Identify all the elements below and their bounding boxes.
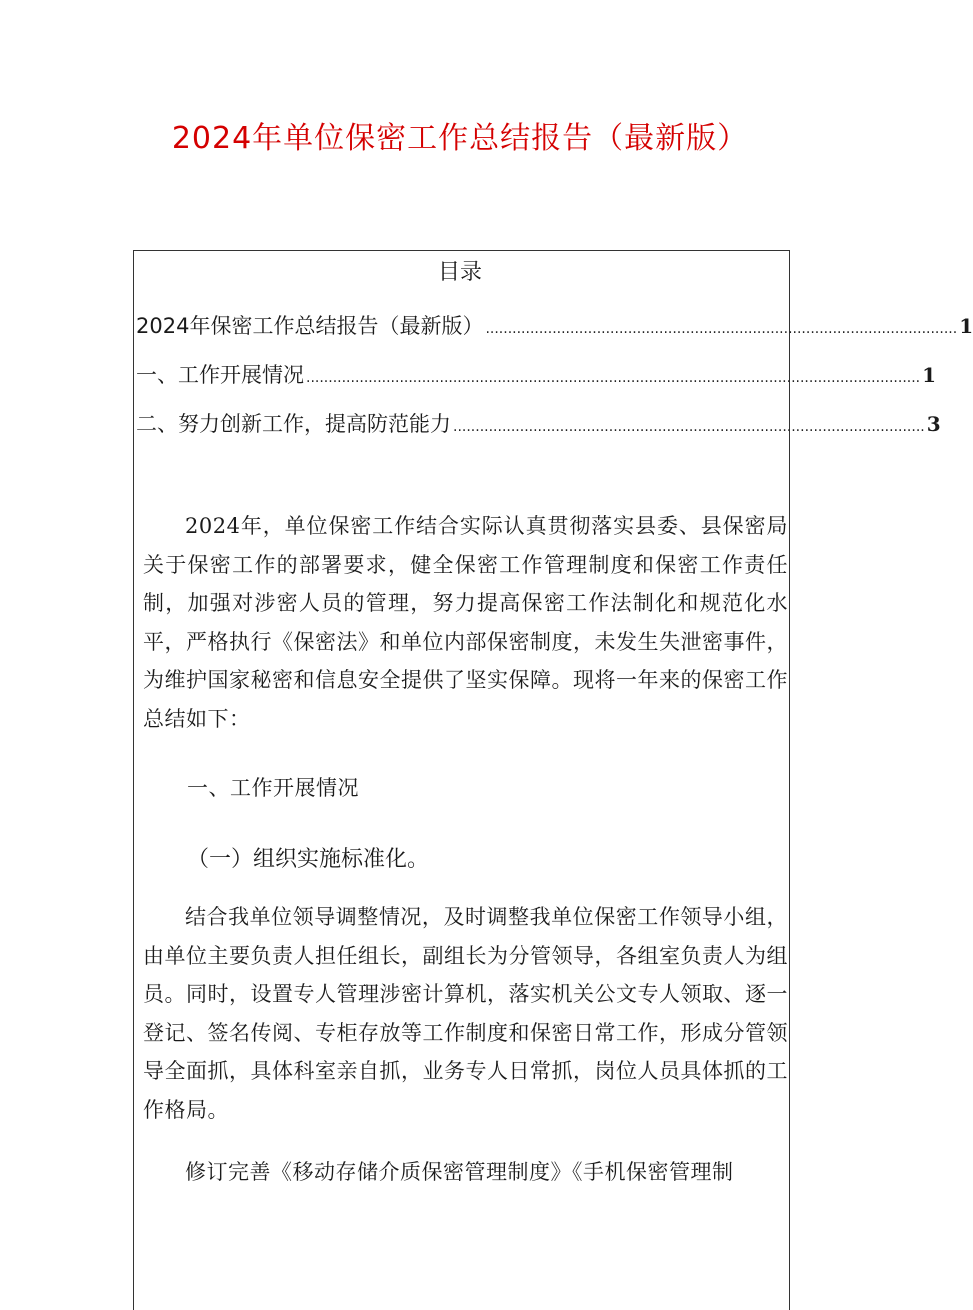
body-paragraph: 修订完善《移动存储介质保密管理制度》《手机保密管理制 — [185, 1160, 734, 1184]
document-title: 2024年单位保密工作总结报告（最新版） — [171, 121, 749, 156]
toc-leader-dots: .......................................................................................................... — [453, 419, 925, 435]
toc-entry-text: 二、努力创新工作，提高防范能力 — [136, 412, 451, 436]
toc-heading: 目录 — [437, 260, 482, 285]
toc-entry-text: 2024年保密工作总结报告（最新版） — [136, 314, 484, 338]
intro-paragraph: 2024年，单位保密工作结合实际认真贯彻落实县委、县保密局关于保密工作的部署要求，健全保密工作管理制度和保密工作责任制，加强对涉密人员的管理，努力提高保密工作法制化和规范化水平，严格执行《保密法》和单位内部保密制度，未发生失泄密事件，为维护国家秘密和信息安全提供了坚实保障。现将一年来的保密工作总结如下： — [143, 514, 788, 731]
toc-entry-text: 一、工作开展情况 — [136, 363, 304, 387]
toc-entry-page: 1 — [922, 363, 937, 387]
body-paragraph: 结合我单位领导调整情况，及时调整我单位保密工作领导小组，由单位主要负责人担任组长，副组长为分管领导，各组室负责人为组员。同时，设置专人管理涉密计算机，落实机关公文专人领取、逐一登记、签名传阅、专柜存放等工作制度和保密日常工作，形成分管领导全面抓，具体科室亲自抓，业务专人日常抓，岗位人员具体抓的工作格局。 — [143, 905, 788, 1122]
toc-leader-dots: .......................................................................................................... — [485, 321, 958, 337]
toc-leader-dots: .......................................................................................................................................... — [306, 370, 921, 386]
toc-entry-page: 1 — [959, 314, 973, 338]
toc-entry[interactable] — [136, 408, 941, 438]
toc-entry[interactable] — [136, 310, 973, 340]
toc-entry[interactable] — [136, 359, 937, 389]
subsection-heading: （一）组织实施标准化。 — [187, 847, 430, 872]
section-heading: 一、工作开展情况 — [187, 776, 359, 800]
toc-entry-page: 3 — [926, 412, 941, 436]
